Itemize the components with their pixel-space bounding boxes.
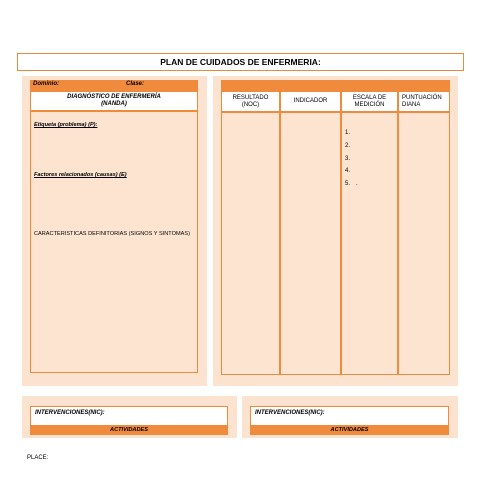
diagnosis-title-line2: (NANDA) xyxy=(101,101,127,107)
interventions-box-right[interactable] xyxy=(250,406,449,426)
header-escala-line1: ESCALA DE xyxy=(352,95,387,101)
header-resultado-line2: (NOC) xyxy=(241,102,260,108)
scale-item-4: 4. xyxy=(345,168,351,174)
header-escala xyxy=(341,91,398,112)
interventions-label-right: INTERVENCIONES(NIC): xyxy=(255,410,325,416)
resultado-column[interactable] xyxy=(221,112,280,375)
escala-column[interactable] xyxy=(341,112,398,375)
scale-item-3: 3. xyxy=(345,156,351,162)
header-puntuacion xyxy=(398,91,450,112)
interventions-label-left: INTERVENCIONES(NIC): xyxy=(35,410,105,416)
caracteristicas-label: CARACTERISTICAS DEFINITORIAS (SIGNOS Y SINTOMAS) xyxy=(34,231,190,237)
header-indicador-line1: INDICADOR xyxy=(293,98,328,104)
indicador-column[interactable] xyxy=(280,112,341,375)
scale-item-5: 5. xyxy=(345,181,351,187)
etiqueta-label: Etiqueta (problema) (P): xyxy=(34,122,98,128)
header-indicador xyxy=(280,91,341,112)
outcomes-header-bar xyxy=(221,80,450,91)
diagnosis-header-bar xyxy=(30,80,198,91)
header-escala-line2: MEDICIÓN xyxy=(354,102,385,108)
scale-item-dot: . xyxy=(356,181,358,187)
diagnosis-title xyxy=(30,91,198,111)
dominio-label: Dominio: xyxy=(33,81,59,87)
place-label: PLACE: xyxy=(27,455,49,461)
clase-label: Clase: xyxy=(126,81,145,87)
actividades-bar-right: ACTIVIDADES xyxy=(250,426,449,435)
scale-item-2: 2. xyxy=(345,143,351,149)
factores-label: Factores relacionados (causas) (E) xyxy=(34,172,127,178)
diagnosis-title-line1: DIAGNÓSTICO DE ENFERMERÍA xyxy=(67,94,161,100)
scale-item-1: 1. xyxy=(345,130,351,136)
header-resultado-line1: RESULTADO xyxy=(232,95,269,101)
puntuacion-column[interactable] xyxy=(398,112,450,375)
actividades-bar-left: ACTIVIDADES xyxy=(30,426,228,435)
interventions-box-left[interactable] xyxy=(30,406,228,426)
page-title: PLAN DE CUIDADOS DE ENFERMERIA: xyxy=(17,53,464,71)
header-puntuacion-line2: DIANA xyxy=(402,102,421,108)
header-puntuacion-line1: PUNTUACIÓN xyxy=(402,95,442,101)
header-resultado xyxy=(221,91,280,112)
diagnosis-body[interactable] xyxy=(30,111,198,373)
